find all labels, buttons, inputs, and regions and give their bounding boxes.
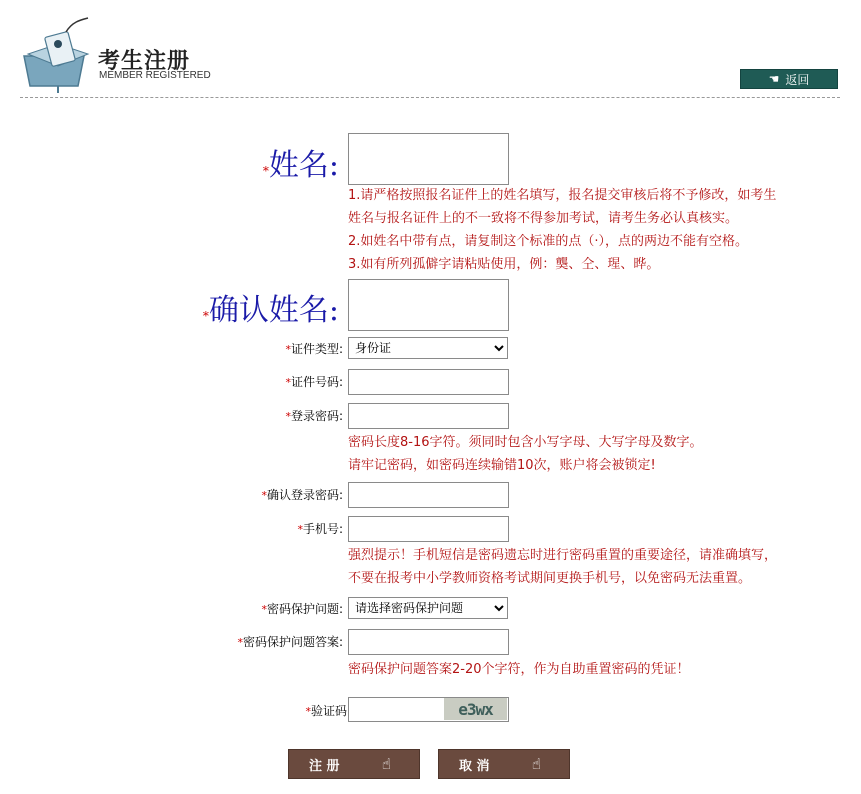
name-input[interactable] <box>348 133 509 185</box>
id-number-label <box>285 373 343 390</box>
phone-input[interactable] <box>348 516 509 542</box>
required-mark: * <box>261 603 267 616</box>
captcha-label-text: 验证码 <box>310 704 347 718</box>
cancel-button[interactable] <box>438 749 570 779</box>
password-label-text: 登录密码: <box>290 409 343 423</box>
confirm-password-label <box>261 486 343 503</box>
phone-label-text: 手机号: <box>302 522 343 536</box>
security-question-label-text: 密码保护问题: <box>266 602 343 616</box>
required-mark: * <box>202 309 209 323</box>
name-note-4: 3.如有所列孤僻字请粘贴使用，例：龑、仝、瑆、晔。 <box>348 257 660 272</box>
phone-note-2: 不要在报考中小学教师资格考试期间更换手机号，以免密码无法重置。 <box>348 571 752 586</box>
required-mark: * <box>285 376 291 389</box>
register-button-label: 注 册 <box>309 758 340 774</box>
required-mark: * <box>297 523 303 536</box>
cancel-button-label: 取 消 <box>459 758 490 774</box>
security-question-label <box>261 600 343 617</box>
id-number-label-text: 证件号码: <box>290 375 343 389</box>
name-label-text: 姓名: <box>268 148 339 183</box>
phone-label <box>297 520 343 537</box>
pointer-hand-icon: ☝ <box>531 755 541 773</box>
register-button[interactable] <box>288 749 420 779</box>
confirm-password-label-text: 确认登录密码: <box>266 488 343 502</box>
member-card-icon <box>18 16 98 94</box>
name-label <box>263 140 339 184</box>
required-mark: * <box>305 705 311 718</box>
page-title: 考生注册 <box>98 49 191 74</box>
name-note-1: 1.请严格按照报名证件上的姓名填写，报名提交审核后将不予修改，如考生 <box>348 188 777 203</box>
confirm-name-label <box>203 285 339 329</box>
confirm-name-input[interactable] <box>348 279 509 331</box>
required-mark: * <box>237 636 243 649</box>
required-mark: * <box>285 343 291 356</box>
security-answer-note: 密码保护问题答案2-20个字符，作为自助重置密码的凭证！ <box>348 662 690 677</box>
name-note-3: 2.如姓名中带有点，请复制这个标准的点（·），点的两边不能有空格。 <box>348 234 749 249</box>
id-type-label-text: 证件类型: <box>290 342 343 356</box>
name-note-2: 姓名与报名证件上的不一致将不得参加考试，请考生务必认真核实。 <box>348 211 739 226</box>
password-input[interactable] <box>348 403 509 429</box>
id-type-label <box>285 340 343 357</box>
password-label <box>285 407 343 424</box>
password-note-2: 请牢记密码，如密码连续输错10次，账户将会被锁定! <box>348 458 656 473</box>
page-subtitle: MEMBER REGISTERED <box>99 70 211 81</box>
confirm-name-label-text: 确认姓名: <box>208 293 339 328</box>
back-button[interactable] <box>740 69 838 89</box>
back-button-label: 返回 <box>785 72 810 87</box>
required-mark: * <box>285 410 291 423</box>
phone-note-1: 强烈提示！手机短信是密码遗忘时进行密码重置的重要途径，请准确填写， <box>348 548 778 563</box>
back-arrow-icon: ☚ <box>768 72 780 86</box>
security-answer-label-text: 密码保护问题答案: <box>242 635 343 649</box>
id-type-select[interactable] <box>348 337 508 359</box>
id-number-input[interactable] <box>348 369 509 395</box>
header-divider <box>20 97 840 98</box>
security-question-select[interactable] <box>348 597 508 619</box>
security-answer-input[interactable] <box>348 629 509 655</box>
captcha-label <box>305 702 347 719</box>
required-mark: * <box>262 164 269 178</box>
required-mark: * <box>261 489 267 502</box>
security-answer-label <box>237 633 343 650</box>
password-note-1: 密码长度8-16字符。须同时包含小写字母、大写字母及数字。 <box>348 435 703 450</box>
pointer-hand-icon: ☝ <box>381 755 391 773</box>
confirm-password-input[interactable] <box>348 482 509 508</box>
captcha-image[interactable]: e3wx <box>444 698 507 720</box>
